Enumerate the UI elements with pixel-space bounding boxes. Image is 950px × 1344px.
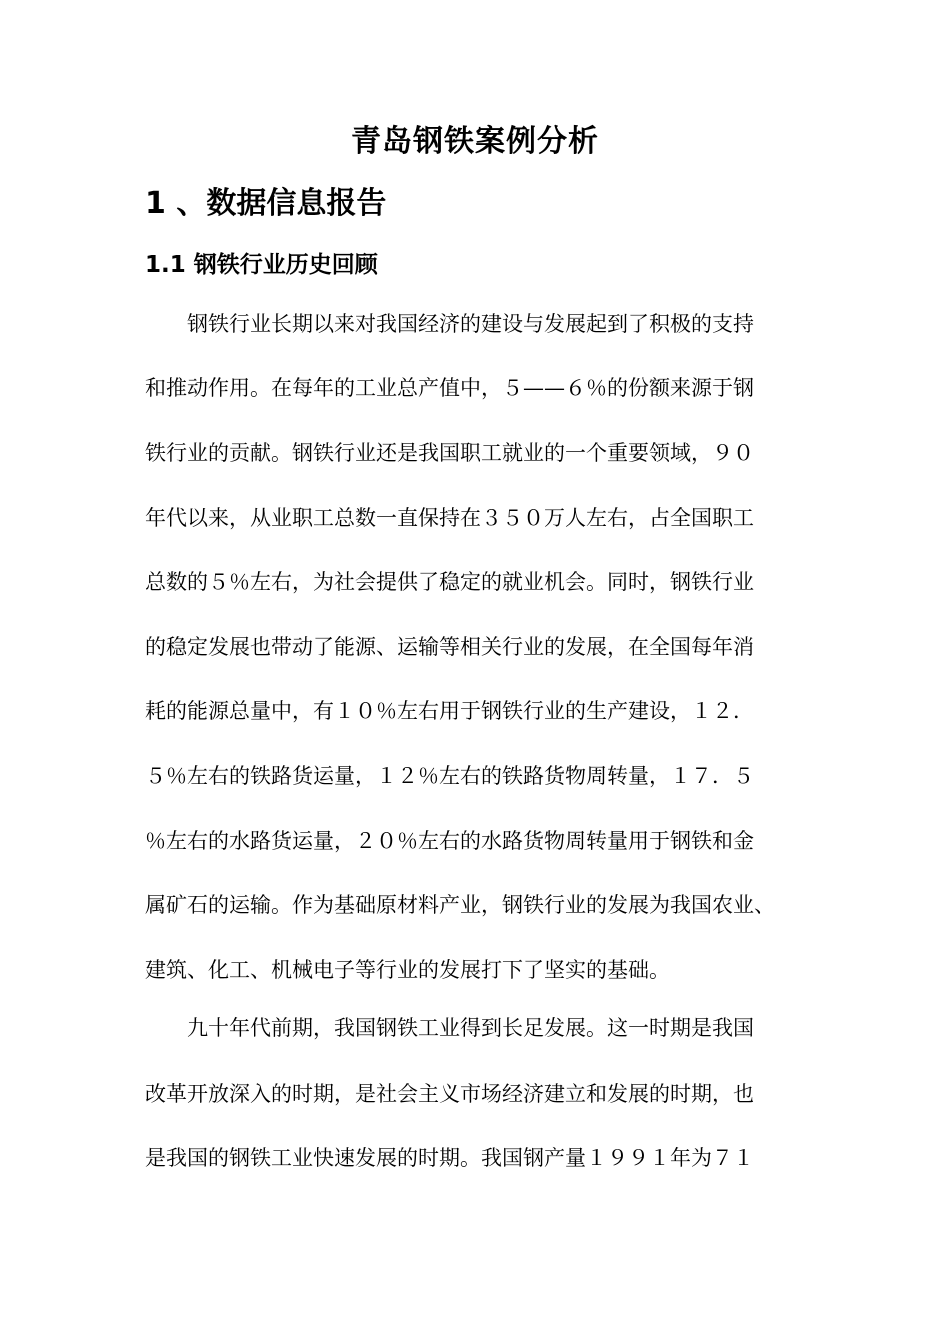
document-title: 青岛钢铁案例分析 — [351, 124, 599, 159]
paragraph-line: 是我国的钢铁工业快速发展的时期。我国钢产量１９９１年为７１ — [145, 1146, 754, 1170]
paragraph-line: 改革开放深入的时期，是社会主义市场经济建立和发展的时期，也 — [145, 1082, 754, 1106]
paragraph-line: 耗的能源总量中，有１０％左右用于钢铁行业的生产建设，１２． — [145, 699, 754, 723]
paragraph-line: 铁行业的贡献。钢铁行业还是我国职工就业的一个重要领域，９０ — [145, 441, 754, 465]
paragraph-line: 属矿石的运输。作为基础原材料产业，钢铁行业的发展为我国农业、 — [145, 893, 775, 917]
paragraph-line: 和推动作用。在每年的工业总产值中，５——６％的份额来源于钢 — [145, 376, 754, 400]
paragraph-line: 钢铁行业长期以来对我国经济的建设与发展起到了积极的支持 — [145, 312, 754, 336]
paragraph-line: 九十年代前期，我国钢铁工业得到长足发展。这一时期是我国 — [145, 1016, 754, 1040]
paragraph-line: 的稳定发展也带动了能源、运输等相关行业的发展，在全国每年消 — [145, 635, 754, 659]
subsection-heading: 1.1 钢铁行业历史回顾 — [145, 252, 378, 278]
section-heading: 1 、数据信息报告 — [145, 186, 387, 221]
paragraph-line: 年代以来，从业职工总数一直保持在３５０万人左右，占全国职工 — [145, 506, 754, 530]
paragraph-line: 总数的５％左右，为社会提供了稳定的就业机会。同时，钢铁行业 — [145, 570, 754, 594]
paragraph-line: 建筑、化工、机械电子等行业的发展打下了坚实的基础。 — [145, 958, 670, 982]
paragraph-line: ５％左右的铁路货运量，１２％左右的铁路货物周转量，１７．５ — [145, 764, 754, 788]
paragraph-line: ％左右的水路货运量，２０％左右的水路货物周转量用于钢铁和金 — [145, 829, 754, 853]
